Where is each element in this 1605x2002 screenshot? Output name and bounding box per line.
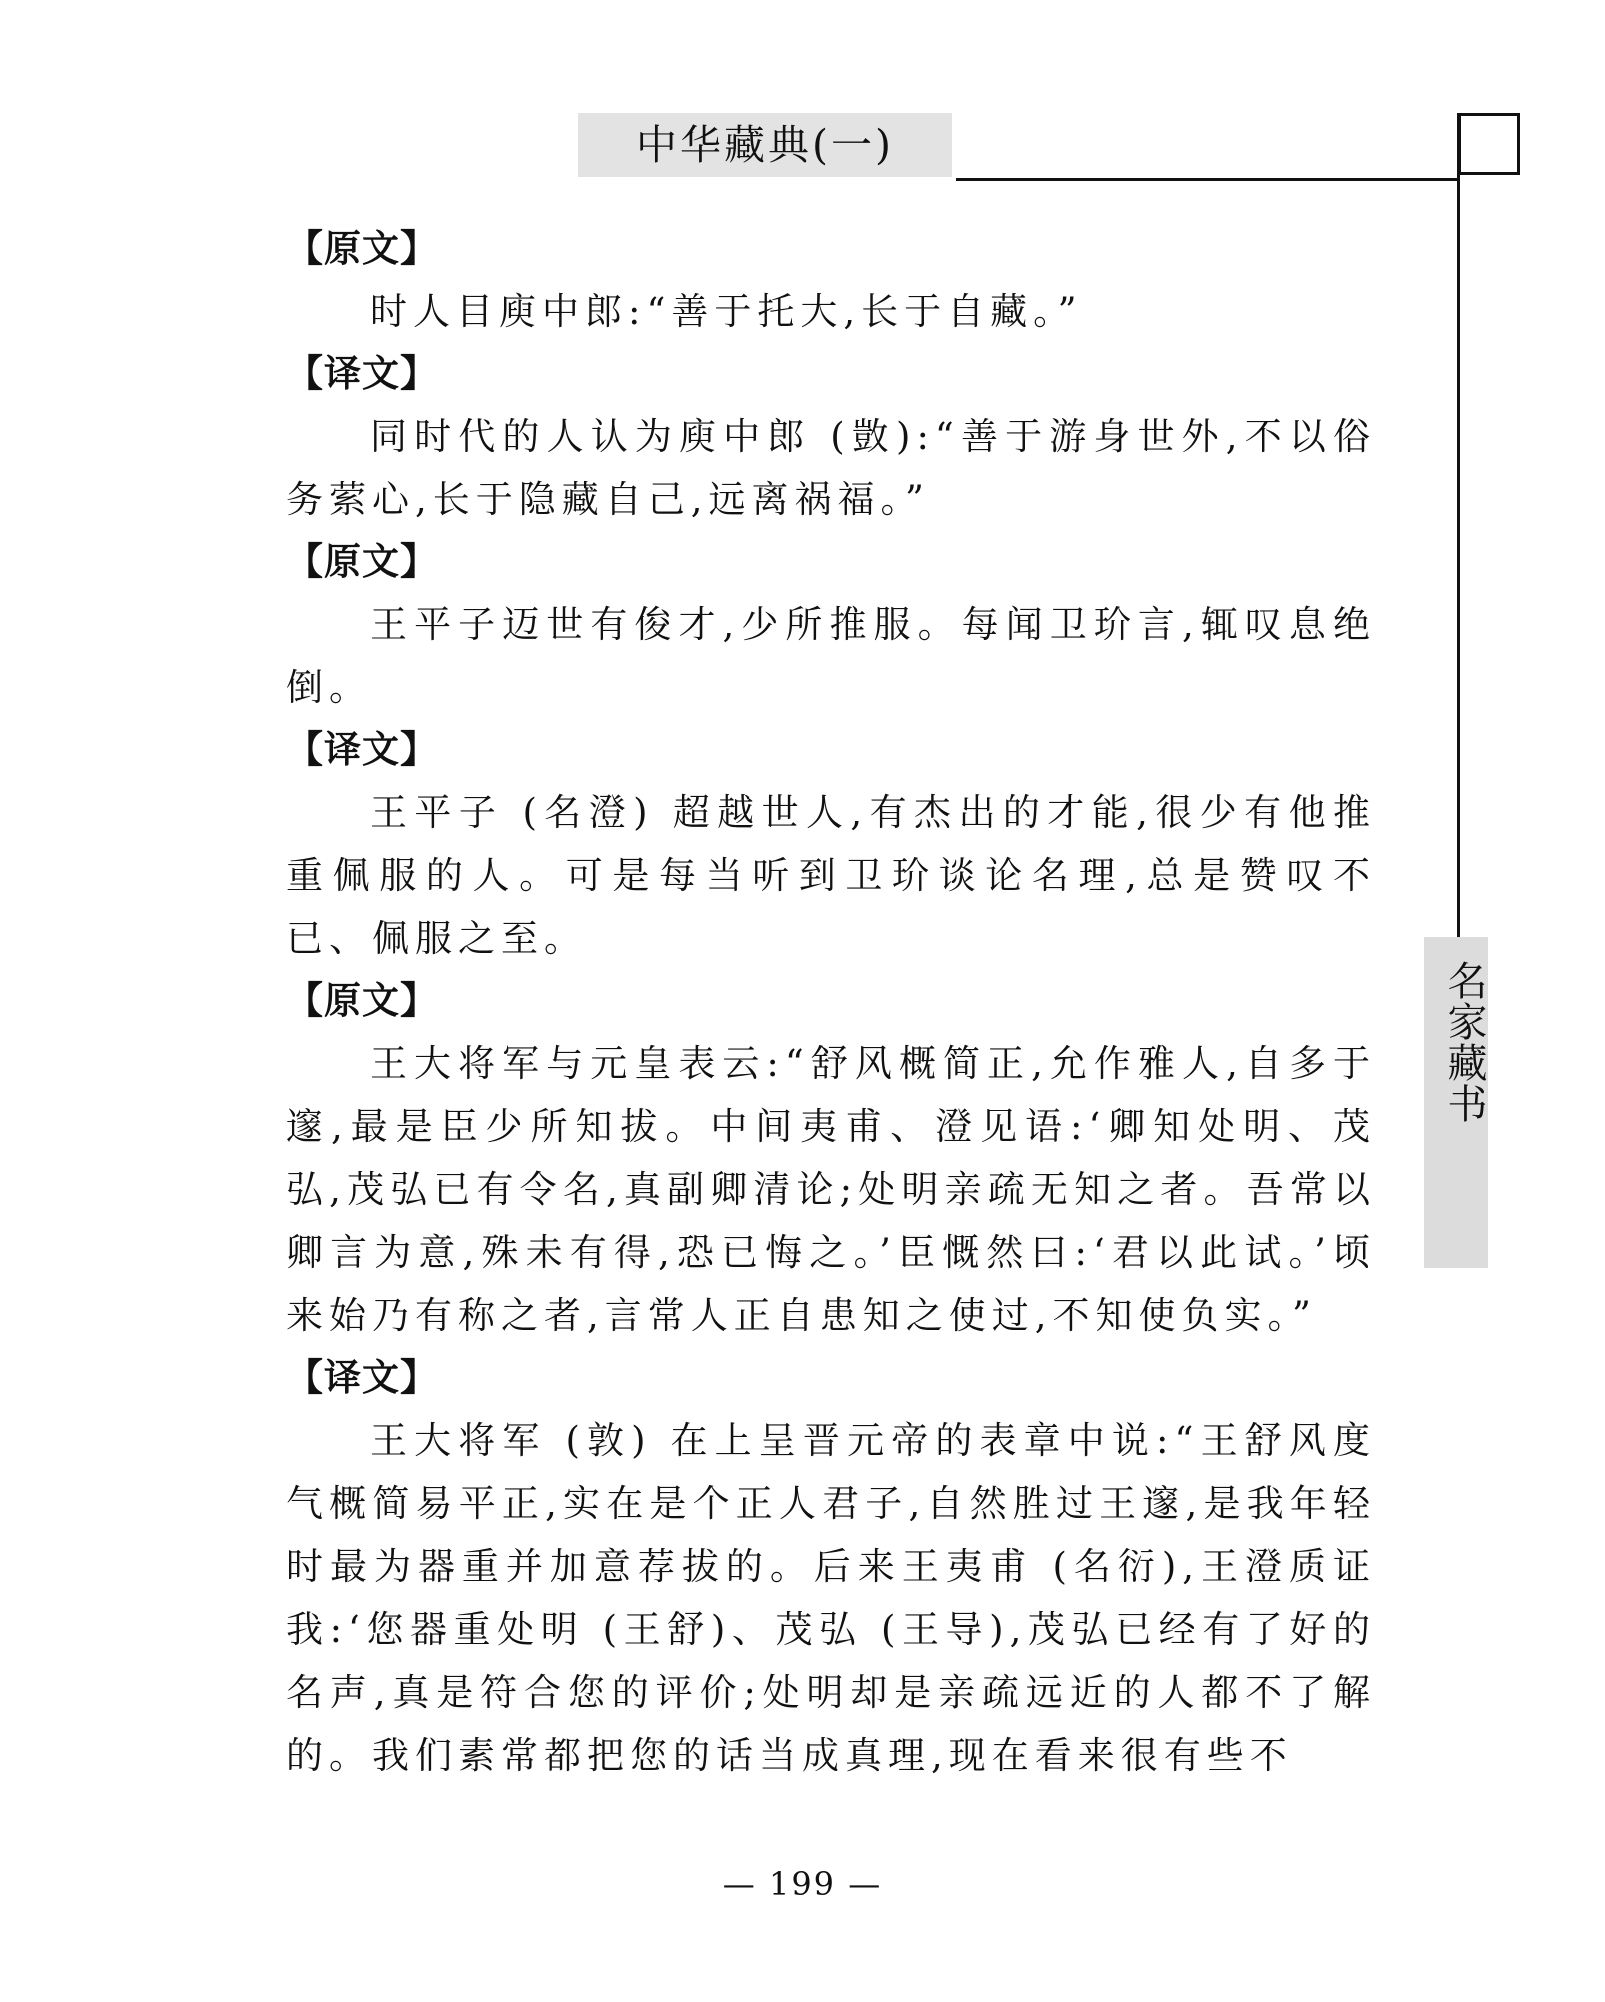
book-title: 中华藏典(一) <box>636 121 894 169</box>
section-translation-1 <box>286 343 1376 531</box>
section-text: 王大将军 (敦) 在上呈晋元帝的表章中说:“王舒风度气概简易平正,实在是个正人君子,自然胜过王邃,是我年轻时最为器重并加意荐拔的。后来王夷甫 (名衍),王澄质证我:‘您器重处明 (王舒)、茂弘 (王导),茂弘已经有了好的名声,真是符合您的评价;处明却是亲疏远近的人都不了解的。我们素常都把您的话当成真理,现在看来很有些不 <box>286 1419 1376 1777</box>
side-vertical-rule <box>1457 113 1460 939</box>
section-label: 【译文】 <box>286 728 438 771</box>
section-label: 【原文】 <box>286 979 438 1022</box>
section-label: 【译文】 <box>286 1356 438 1399</box>
section-original-1 <box>286 218 1376 343</box>
section-text: 王平子迈世有俊才,少所推服。每闻卫玠言,辄叹息绝倒。 <box>286 603 1376 709</box>
section-translation-3 <box>286 1347 1376 1787</box>
section-label: 【原文】 <box>286 540 438 583</box>
side-tab-label: 名家藏书 <box>1441 960 1487 1124</box>
page-body <box>286 218 1376 1787</box>
section-translation-2 <box>286 719 1376 970</box>
corner-frame-box <box>1458 113 1520 175</box>
section-text: 王平子 (名澄) 超越世人,有杰出的才能,很少有他推重佩服的人。可是每当听到卫玠谈论名理,总是赞叹不已、佩服之至。 <box>286 791 1376 960</box>
section-original-2 <box>286 531 1376 719</box>
header-rule-line <box>956 178 1460 181</box>
section-label: 【原文】 <box>286 227 438 270</box>
section-text: 同时代的人认为庾中郎 (敳):“善于游身世外,不以俗务萦心,长于隐藏自己,远离祸福。” <box>286 415 1376 521</box>
section-original-3 <box>286 970 1376 1347</box>
section-text: 时人目庾中郎:“善于托大,长于自藏。” <box>370 290 1083 333</box>
section-label: 【译文】 <box>286 352 438 395</box>
section-text: 王大将军与元皇表云:“舒风概简正,允作雅人,自多于邃,最是臣少所知拔。中间夷甫、澄见语:‘卿知处明、茂弘,茂弘已有令名,真副卿清论;处明亲疏无知之者。吾常以卿言为意,殊未有得,恐已悔之。’臣慨然曰:‘君以此试。’顷来始乃有称之者,言常人正自患知之使过,不知使负实。” <box>286 1042 1376 1337</box>
page-number: — 199 — <box>722 1865 883 1903</box>
